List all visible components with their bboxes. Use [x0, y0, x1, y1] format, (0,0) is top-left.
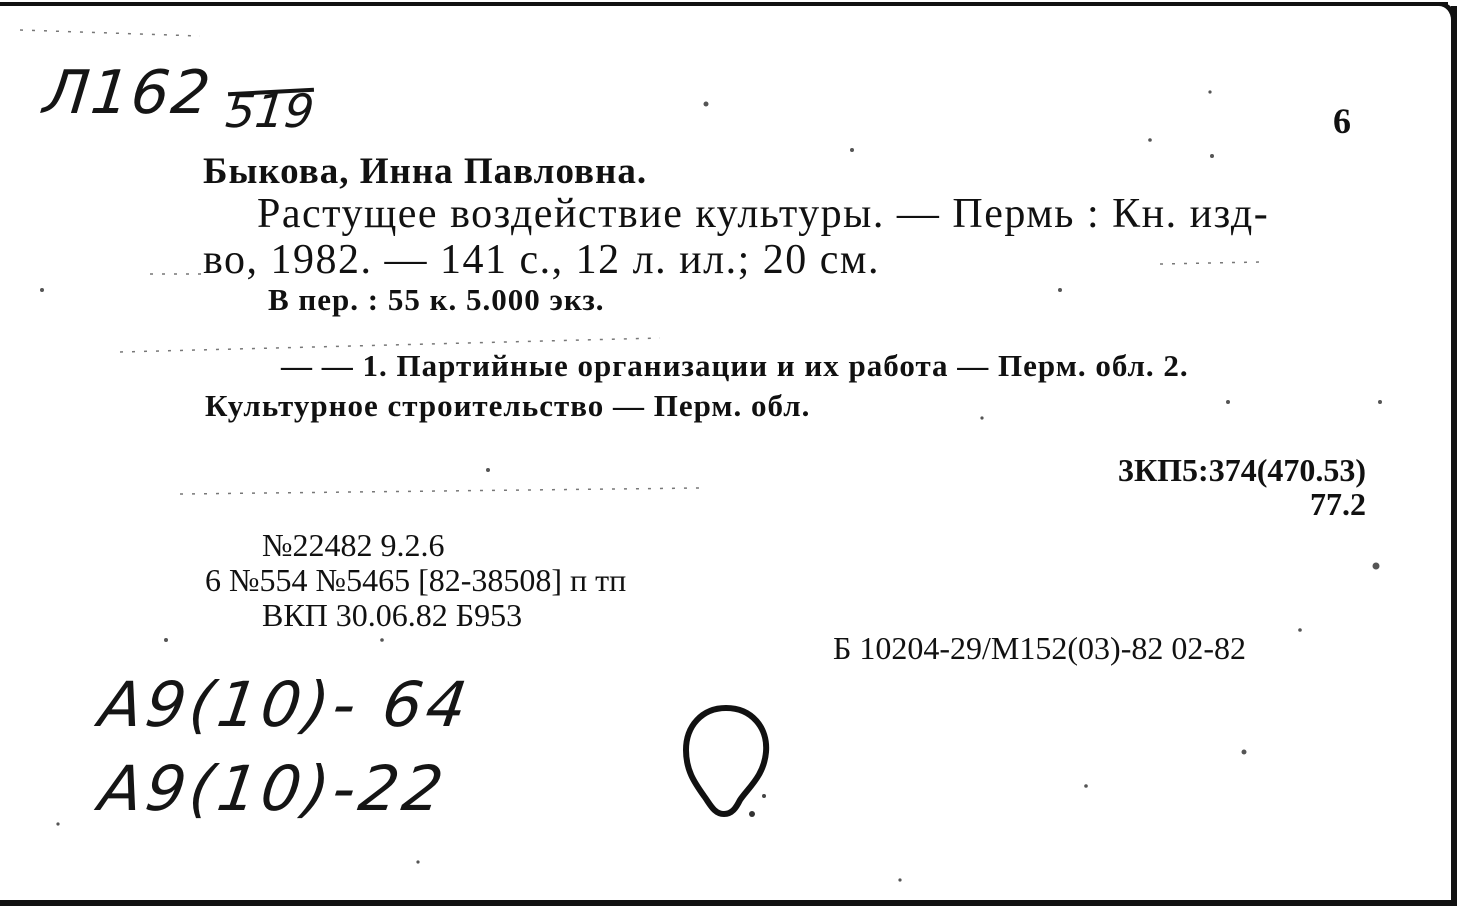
tech-line-2: 6 №554 №5465 [82-38508] п тп: [205, 562, 627, 598]
tech-line-1: №22482 9.2.6: [262, 527, 445, 563]
card-border-top: [0, 2, 1448, 6]
subjects-line-1: — — 1. Партийные организации и их работа — Перм. обл. 2.: [281, 348, 1189, 383]
handwritten-index-1: А9(10)- 64: [94, 668, 476, 741]
title-line-1: Растущее воздействие культуры. — Пермь : Кн. изд-: [257, 191, 1270, 237]
classification-index: 3КП5:374(470.53): [1117, 452, 1366, 488]
subjects-line-2: Культурное строительство — Перм. обл.: [205, 388, 811, 423]
author-heading: Быкова, Инна Павловна.: [203, 151, 648, 192]
shelf-mark-fraction: 519: [223, 84, 317, 138]
title-line-2: во, 1982. — 141 с., 12 л. ил.; 20 см.: [203, 237, 880, 283]
page-number: 6: [1333, 101, 1351, 141]
classification-index-2: 77.2: [1310, 486, 1366, 522]
tech-line-3: ВКП 30.06.82 Б953: [262, 597, 523, 633]
bbk-code: Б 10204-29/М152(03)-82 02-82: [833, 630, 1246, 666]
oval-stamp-mark: [680, 700, 772, 822]
card-border-right: [1451, 6, 1457, 906]
price-line: В пер. : 55 к. 5.000 экз.: [268, 282, 605, 317]
shelf-mark-main: Л162: [40, 58, 216, 128]
card-border-bottom: [0, 900, 1457, 906]
handwritten-index-2: А9(10)-22: [94, 752, 452, 825]
